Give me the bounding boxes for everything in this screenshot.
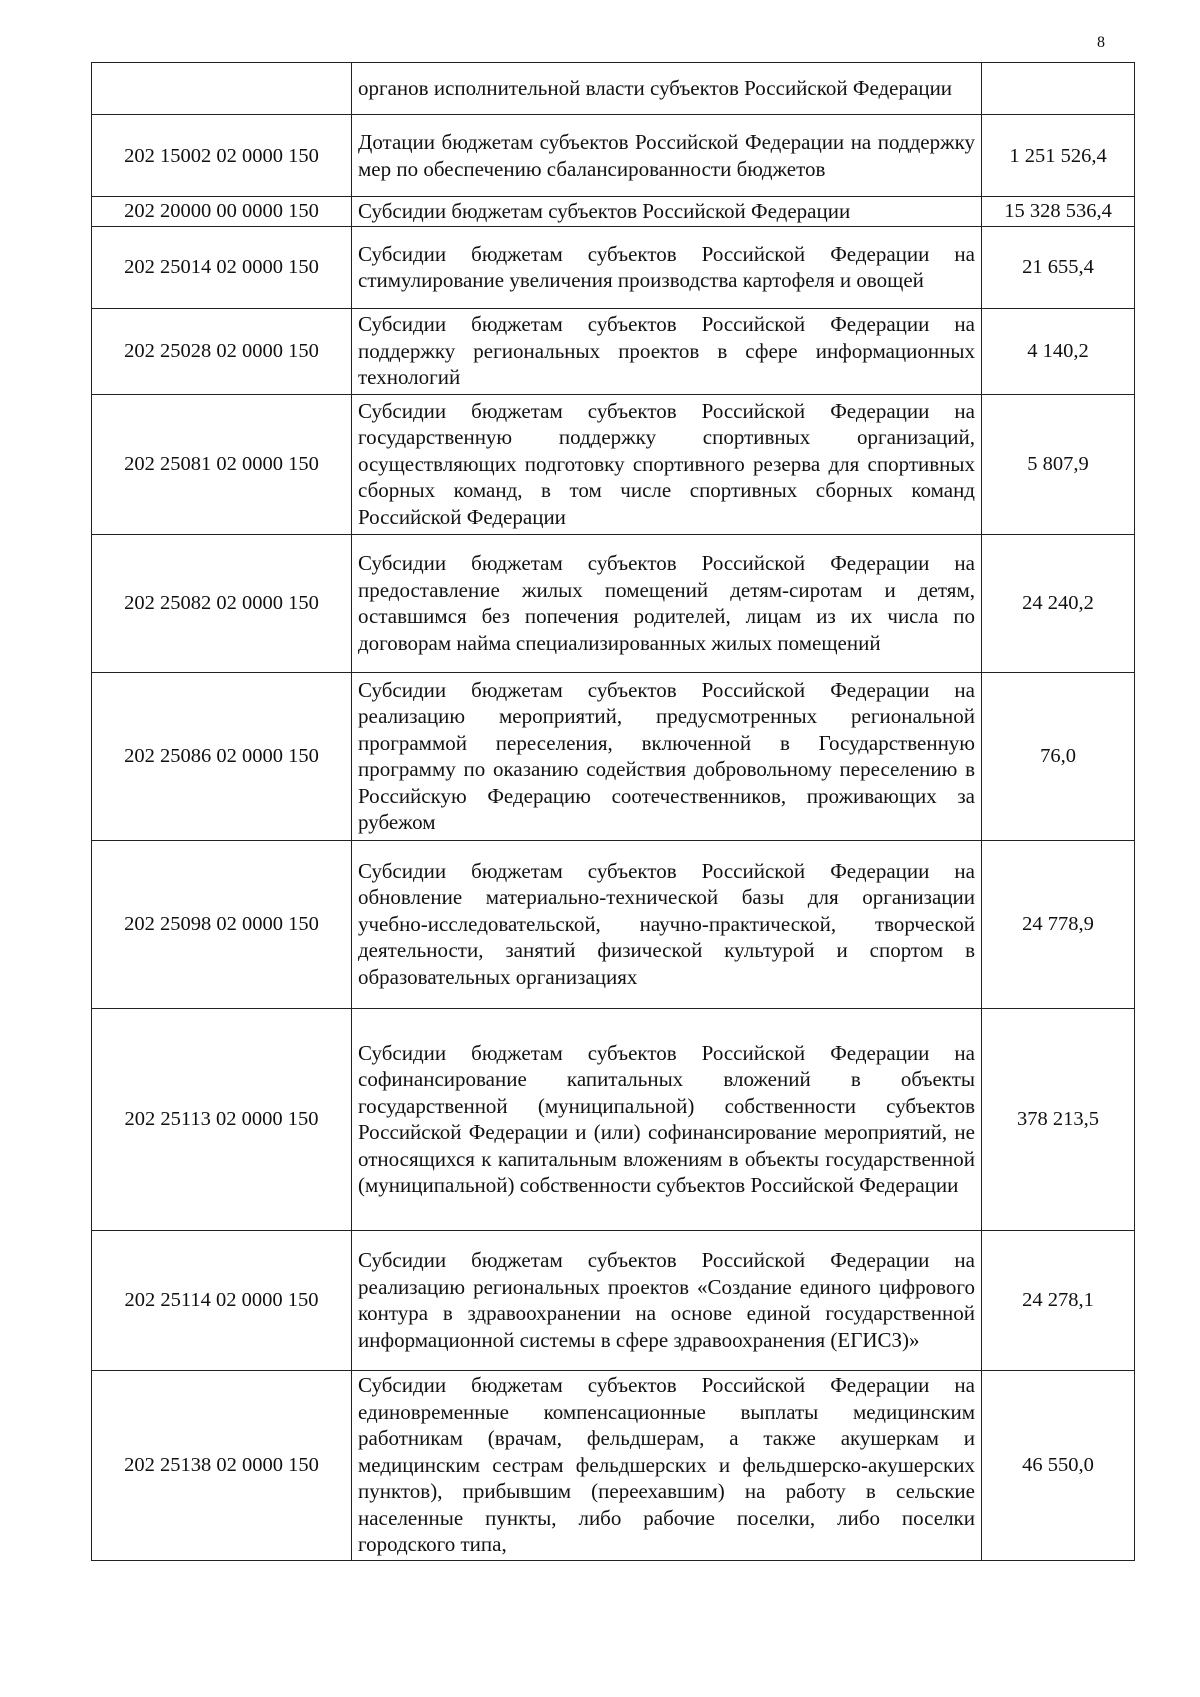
row-code: 202 25138 02 0000 150 [92, 1370, 352, 1560]
table-row [92, 672, 1135, 840]
row-description: Субсидии бюджетам субъектов Российской Федерации на государственную поддержку спортивных организаций, осуществляющих подготовку спортивного резерва для спортивных сборных команд, в том числе спортивных сборных команд Российской Федерации [352, 394, 982, 534]
row-code: 202 25081 02 0000 150 [92, 394, 352, 534]
row-amount [982, 63, 1135, 115]
row-amount: 24 778,9 [982, 840, 1135, 1008]
row-code: 202 25014 02 0000 150 [92, 226, 352, 308]
row-code: 202 15002 02 0000 150 [92, 115, 352, 197]
row-code: 202 25114 02 0000 150 [92, 1230, 352, 1370]
row-amount: 1 251 526,4 [982, 115, 1135, 197]
row-amount: 378 213,5 [982, 1008, 1135, 1230]
row-amount: 76,0 [982, 672, 1135, 840]
table-row [92, 1008, 1135, 1230]
row-description: Субсидии бюджетам субъектов Российской Федерации на обновление материально-технической базы для организации учебно-исследовательской, научно-практической, творческой деятельности, занятий физической культурой и спортом в образовательных организациях [352, 840, 982, 1008]
table-row [92, 197, 1135, 227]
table-row [92, 394, 1135, 534]
page-number: 8 [1097, 34, 1105, 51]
row-code: 202 25113 02 0000 150 [92, 1008, 352, 1230]
row-amount: 21 655,4 [982, 226, 1135, 308]
row-amount: 24 278,1 [982, 1230, 1135, 1370]
row-code: 202 25028 02 0000 150 [92, 308, 352, 394]
row-amount: 5 807,9 [982, 394, 1135, 534]
row-description: Субсидии бюджетам субъектов Российской Федерации на реализацию мероприятий, предусмотренных региональной программой переселения, включенной в Государственную программу по оказанию содействия добровольному переселению в Российскую Федерацию соотечественников, проживающих за рубежом [352, 672, 982, 840]
row-amount: 24 240,2 [982, 534, 1135, 672]
row-code: 202 25086 02 0000 150 [92, 672, 352, 840]
table-row [92, 226, 1135, 308]
row-code: 202 20000 00 0000 150 [92, 197, 352, 227]
row-description: Субсидии бюджетам субъектов Российской Федерации на софинансирование капитальных вложений в объекты государственной (муниципальной) собственности субъектов Российской Федерации и (или) софинансирование мероприятий, не относящихся к капитальным вложениям в объекты государственной (муниципальной) собственности субъектов Российской Федерации [352, 1008, 982, 1230]
row-amount: 4 140,2 [982, 308, 1135, 394]
row-description: Субсидии бюджетам субъектов Российской Федерации на стимулирование увеличения производства картофеля и овощей [352, 226, 982, 308]
table-row [92, 1230, 1135, 1370]
table-row [92, 308, 1135, 394]
row-description: Дотации бюджетам субъектов Российской Федерации на поддержку мер по обеспечению сбалансированности бюджетов [352, 115, 982, 197]
row-description: органов исполнительной власти субъектов Российской Федерации [352, 63, 982, 115]
row-description: Субсидии бюджетам субъектов Российской Федерации на реализацию региональных проектов «Создание единого цифрового контура в здравоохранении на основе единой государственной информационной системы в сфере здравоохранения (ЕГИСЗ)» [352, 1230, 982, 1370]
row-description: Субсидии бюджетам субъектов Российской Федерации [352, 197, 982, 227]
table-body [92, 63, 1135, 1561]
row-code [92, 63, 352, 115]
budget-revenue-table [91, 62, 1135, 1561]
row-description: Субсидии бюджетам субъектов Российской Федерации на поддержку региональных проектов в сфере информационных технологий [352, 308, 982, 394]
row-amount: 15 328 536,4 [982, 197, 1135, 227]
row-amount: 46 550,0 [982, 1370, 1135, 1560]
row-code: 202 25098 02 0000 150 [92, 840, 352, 1008]
table-row [92, 63, 1135, 115]
row-description: Субсидии бюджетам субъектов Российской Федерации на предоставление жилых помещений детям-сиротам и детям, оставшимся без попечения родителей, лицам из их числа по договорам найма специализированных жилых помещений [352, 534, 982, 672]
table-row [92, 1370, 1135, 1560]
table-row [92, 534, 1135, 672]
table-row [92, 115, 1135, 197]
row-description: Субсидии бюджетам субъектов Российской Федерации на единовременные компенсационные выплаты медицинским работникам (врачам, фельдшерам, а также акушеркам и медицинским сестрам фельдшерских и фельдшерско-акушерских пунктов), прибывшим (переехавшим) на работу в сельские населенные пункты, либо рабочие поселки, либо поселки городского типа, [352, 1370, 982, 1560]
table-row [92, 840, 1135, 1008]
row-code: 202 25082 02 0000 150 [92, 534, 352, 672]
